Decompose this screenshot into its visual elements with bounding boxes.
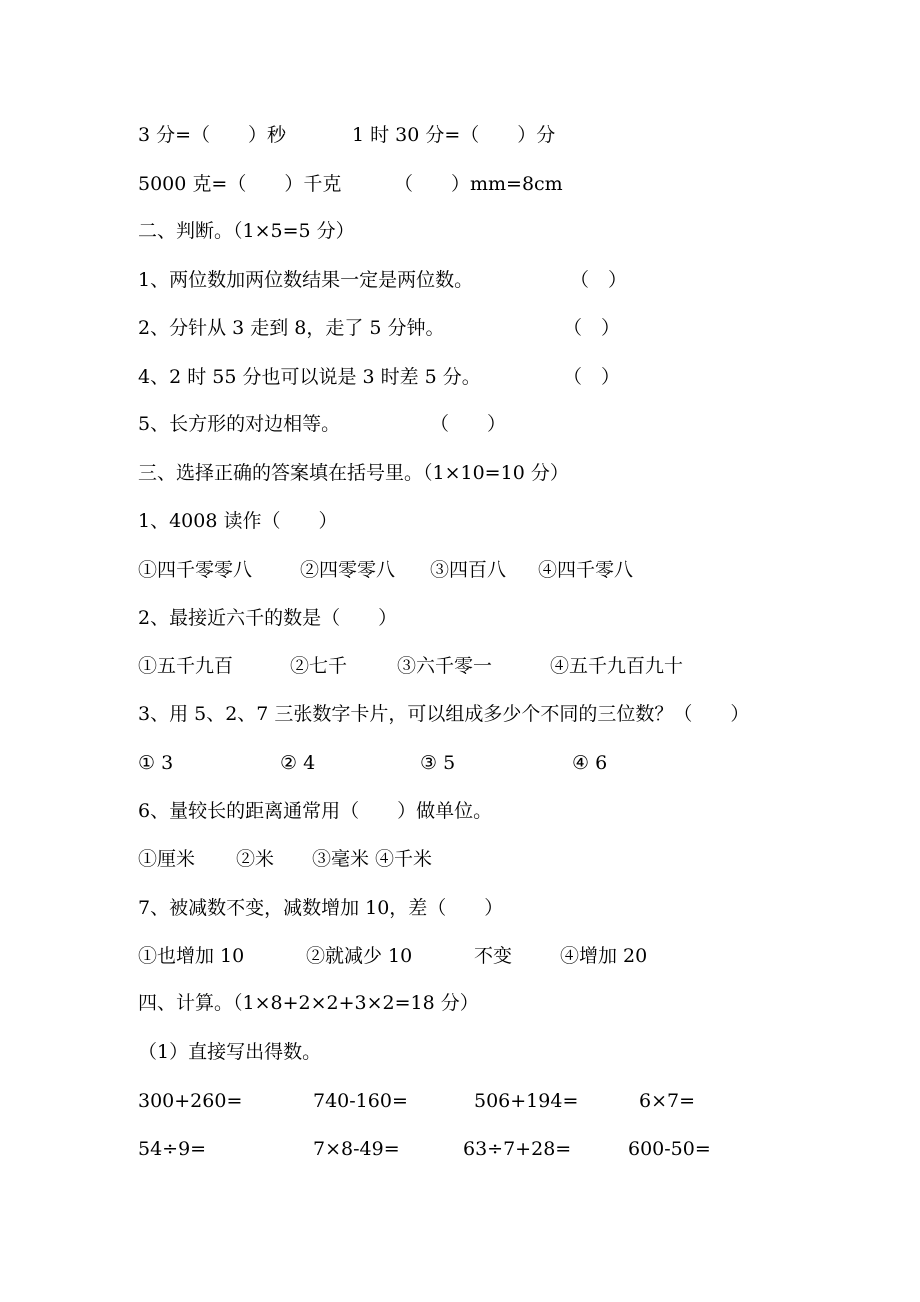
question-text: 1、4008 读作（ ） [138,510,338,532]
judgement-statement: 2、分针从 3 走到 8，走了 5 分钟。 [138,317,445,339]
question-text: 2、最接近六千的数是（ ） [138,607,398,629]
option-2: ②四零零八 [300,559,396,581]
calc-item: 600-50= [628,1138,711,1160]
option-4: ④增加 20 [560,945,648,967]
mm-to-cm-blank: （ ）mm=8cm [394,173,563,195]
sub-section-title: （1）直接写出得数。 [138,1041,322,1063]
option-1: ① 3 [138,752,174,774]
option-1: ①五千九百 [138,655,234,677]
option-3: ③六千零一 [397,655,493,677]
question-text: 6、量较长的距离通常用（ ）做单位。 [138,800,493,822]
section-two-title: 二、判断。（1×5=5 分） [138,220,355,242]
answer-blank: （ ） [563,317,621,339]
option-2: ②就减少 10 [306,945,413,967]
calc-item: 300+260= [138,1090,243,1112]
answer-blank: （ ） [430,413,507,435]
grams-to-kilograms-blank: 5000 克=（ ）千克 [138,173,342,195]
option-4: ④四千零八 [538,559,634,581]
option-4: ④五千九百九十 [550,655,684,677]
option-3: 不变 [474,945,513,967]
minutes-to-seconds-blank: 3 分=（ ）秒 [138,124,287,146]
section-three-title: 三、选择正确的答案填在括号里。（1×10=10 分） [138,462,569,484]
option-4: ④ 6 [572,752,608,774]
question-text: 3、用 5、2、7 三张数字卡片，可以组成多少个不同的三位数？（ ） [138,703,750,725]
option-3: ③四百八 [430,559,507,581]
calc-item: 54÷9= [138,1138,207,1160]
calc-item: 740-160= [313,1090,408,1112]
section-four-title: 四、计算。（1×8+2×2+3×2=18 分） [138,992,479,1014]
option-2: ② 4 [280,752,316,774]
answer-blank: （ ） [570,269,628,291]
judgement-statement: 4、2 时 55 分也可以说是 3 时差 5 分。 [138,366,481,388]
calc-item: 63÷7+28= [463,1138,572,1160]
judgement-statement: 5、长方形的对边相等。 [138,413,341,435]
option-1: ①厘米 [138,848,196,870]
option-1: ①也增加 10 [138,945,245,967]
option-2: ②米 [236,848,275,870]
answer-blank: （ ） [563,366,621,388]
option-3-4: ③毫米 ④千米 [312,848,433,870]
calc-item: 506+194= [474,1090,579,1112]
judgement-statement: 1、两位数加两位数结果一定是两位数。 [138,269,474,291]
calc-item: 6×7= [639,1090,696,1112]
question-text: 7、被减数不变，减数增加 10，差（ ） [138,897,504,919]
option-3: ③ 5 [420,752,456,774]
option-2: ②七千 [290,655,348,677]
calc-item: 7×8-49= [313,1138,400,1160]
hours-to-minutes-blank: 1 时 30 分=（ ）分 [352,124,556,146]
option-1: ①四千零零八 [138,559,253,581]
